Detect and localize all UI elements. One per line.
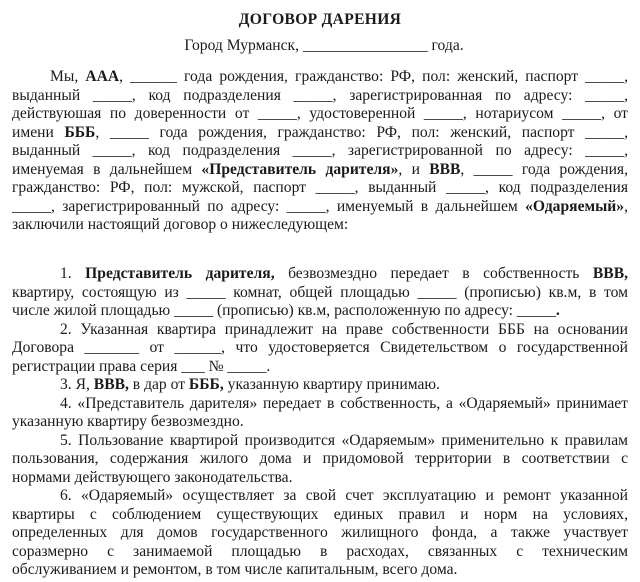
text-segment: квартиры с соблюдением существующих единых правил и норм на условиях, bbox=[12, 505, 628, 523]
text-segment: безвозмездно передает в собственность bbox=[274, 265, 593, 282]
clause-line bbox=[12, 265, 628, 284]
text-segment: определенных для домов государственного жилищного фонда, а также участвует bbox=[12, 524, 628, 541]
city-date-line: Город Мурманск, ________________ года. bbox=[184, 37, 464, 54]
text-segment: нормами действующего законодательства. bbox=[12, 468, 293, 486]
bold-text: ВВВ, bbox=[592, 265, 628, 282]
clause-line bbox=[12, 487, 628, 506]
text-segment: 5. Пользование квартирой производится «Одаряемым» применительно к правилам bbox=[60, 431, 628, 449]
text-segment: 2. Указанная квартира принадлежит на праве собственности БББ на основании bbox=[60, 320, 628, 338]
bold-text: ВВВ bbox=[429, 160, 461, 178]
preamble-line bbox=[12, 105, 628, 124]
text-segment: Договора _______ от ______, что удостоверяется Свидетельством о государственной bbox=[12, 339, 628, 356]
bold-text: . bbox=[555, 302, 560, 319]
clause-line bbox=[12, 524, 628, 543]
text-segment: указанную квартиру безвозмездно. bbox=[12, 413, 244, 430]
bold-text: «Одаряемый» bbox=[525, 197, 625, 215]
clause-line bbox=[12, 450, 628, 469]
preamble-paragraph bbox=[12, 68, 628, 235]
clause-line bbox=[12, 376, 628, 395]
text-segment: , ______ года рождения, гражданство: РФ, пол: женский, паспорт _____, bbox=[119, 68, 628, 85]
text-segment: , bbox=[624, 197, 628, 215]
text-segment: заключили настоящий договор о нижеследующем: bbox=[12, 216, 349, 233]
clause-line bbox=[12, 358, 628, 377]
clause-line bbox=[12, 284, 628, 303]
preamble-line bbox=[12, 161, 628, 180]
bold-text: ВВВ, bbox=[93, 376, 129, 393]
text-segment: в дар от bbox=[128, 376, 189, 393]
clauses-list bbox=[12, 265, 628, 580]
clause-line bbox=[12, 561, 628, 580]
preamble-line bbox=[12, 68, 628, 87]
clause-line bbox=[12, 395, 628, 414]
clause-line bbox=[12, 469, 628, 488]
preamble-line bbox=[12, 142, 628, 161]
clause-line bbox=[12, 321, 628, 340]
preamble-line bbox=[12, 124, 628, 143]
text-segment: указанную квартиру принимаю. bbox=[223, 376, 440, 393]
preamble-line bbox=[12, 216, 628, 235]
text-segment: числе жилой площадью _____ (прописью) кв.м, расположенную по адресу: _____ bbox=[12, 302, 556, 319]
text-segment: , _____ года рождения, гражданство: РФ, пол: женский, паспорт _____, bbox=[95, 123, 628, 141]
text-segment: регистрации права серия ___ № _____. bbox=[12, 357, 271, 375]
text-segment: действуюшая по доверенности от _____, удостоверенной _____, нотариусом _____, от bbox=[12, 105, 628, 122]
text-segment: обслуживанием и ремонтом, в том числе капитальным, всего дома. bbox=[12, 561, 458, 578]
text-segment: гражданство: РФ, пол: мужской, паспорт _____, выданный _____, код подразделения bbox=[12, 179, 628, 196]
text-segment: 1. bbox=[60, 265, 86, 282]
bold-text: БББ bbox=[64, 123, 96, 141]
clause-line bbox=[12, 506, 628, 525]
text-segment: _____, зарегистрированный по адресу: _____, именуемый в дальнейшем bbox=[12, 197, 526, 215]
text-segment: именуемая в дальнейшем bbox=[12, 160, 202, 178]
clause-line bbox=[12, 432, 628, 451]
text-segment: 4. «Представитель дарителя» передает в собственность, а «Одаряемый» принимает bbox=[60, 394, 628, 412]
preamble-line bbox=[12, 198, 628, 217]
text-segment: имени bbox=[12, 123, 65, 141]
text-segment: 3. Я, bbox=[60, 376, 94, 393]
preamble-line bbox=[12, 179, 628, 198]
text-segment: 6. «Одаряемый» осуществляет за свой счет эксплуатацию и ремонт указанной bbox=[60, 487, 628, 504]
bold-text: Представитель дарителя, bbox=[85, 265, 275, 282]
bold-text: БББ, bbox=[188, 376, 224, 393]
clause-line bbox=[12, 302, 628, 321]
bold-text: «Представитель дарителя» bbox=[201, 160, 399, 178]
text-segment: квартиру, состоящую из _____ комнат, общей площадью _____ (прописью) кв.м, в том bbox=[12, 283, 628, 301]
clause-line bbox=[12, 413, 628, 432]
clause-line bbox=[12, 339, 628, 358]
text-segment: выданный _____, код подразделения _____, зарегистрированной по адресу: _____, bbox=[12, 142, 628, 159]
text-segment: , и bbox=[398, 160, 430, 178]
text-segment: , _____ года рождения, bbox=[460, 160, 628, 178]
text-segment: пользования, содержания жилого дома и придомовой территории в соответствии с bbox=[12, 450, 628, 467]
document-title: ДОГОВОР ДАРЕНИЯ bbox=[238, 11, 402, 28]
clause-line bbox=[12, 543, 628, 562]
preamble-line bbox=[12, 87, 628, 106]
bold-text: ААА bbox=[85, 68, 120, 85]
text-segment: соразмерно с занимаемой площадью в расходах, связанных с техническим bbox=[12, 542, 628, 560]
text-segment: выданный _____, код подразделения _____, зарегистрированная по адресу: _____, bbox=[12, 86, 628, 104]
text-segment: Мы, bbox=[50, 68, 86, 85]
